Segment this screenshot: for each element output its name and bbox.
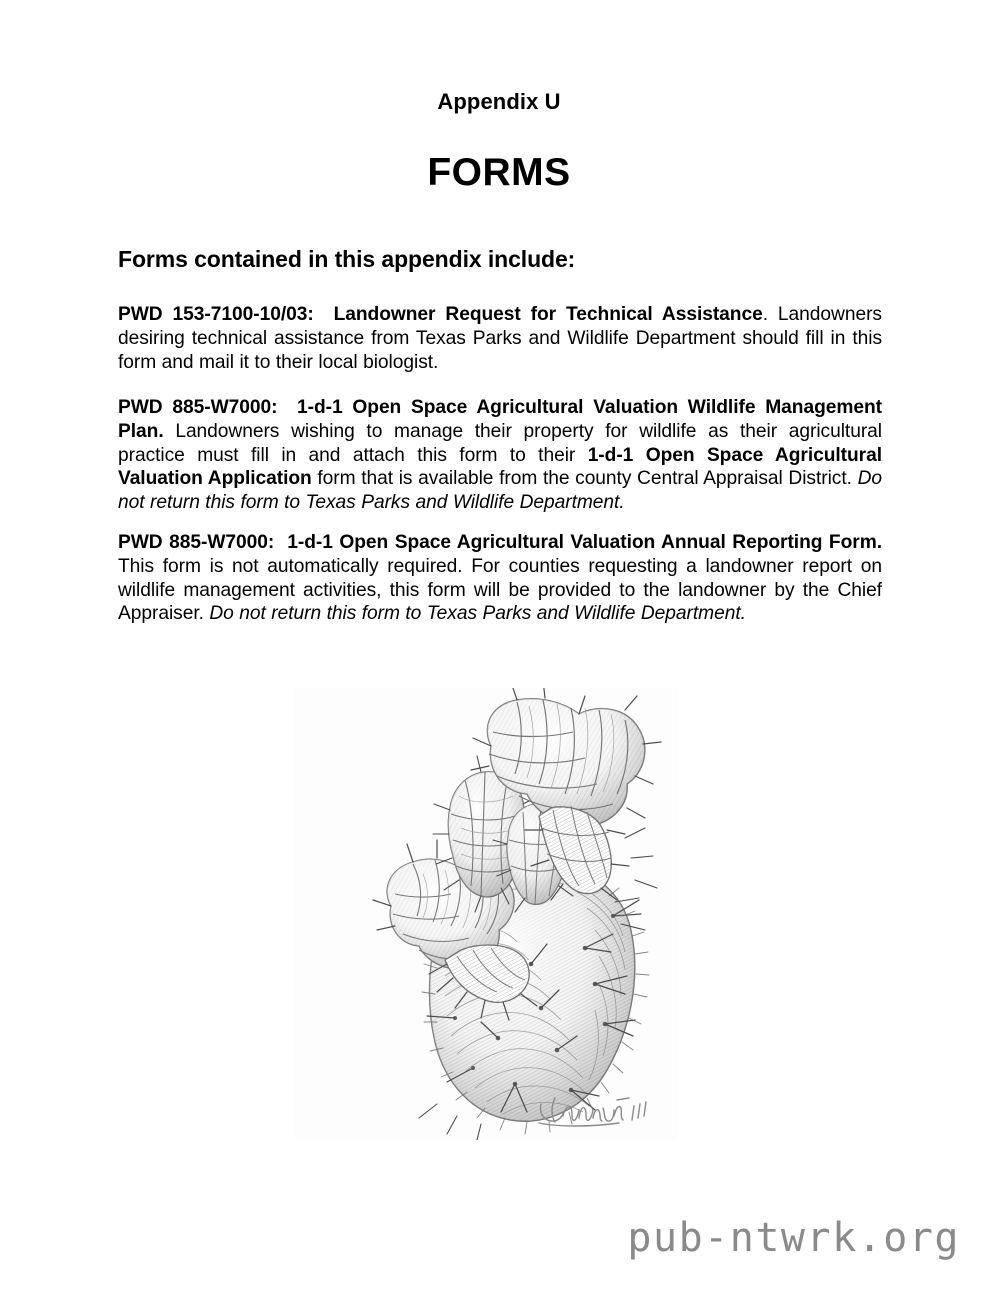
paragraph-text: [118, 531, 882, 626]
italic-note: Do not return this form to Texas Parks and Wildlife Department.: [209, 603, 746, 625]
form-entry-annual-reporting-form: [118, 531, 882, 626]
form-name-text: 1-d-1 Open Space Agricultural Valuation Annual Reporting Form.: [287, 532, 882, 553]
form-entry-wildlife-management-plan: [118, 396, 882, 515]
spacer: [274, 532, 287, 553]
form-name-text: 1-d-1 Open Space Agricultural Valuation Wildlife Management Plan.: [118, 397, 883, 442]
form-description-part-1: Landowners wishing to manage their property for wildlife as their agricultural practice must fill in and attach this form to their: [118, 420, 882, 466]
form-description-part-1: This form is not automatically required. For counties requesting a landowner report on wildlife management activities, this form will be provided to the landowner by the Chief Appraiser.: [118, 555, 882, 625]
paragraph-text: [118, 396, 882, 515]
cactus-drawing-svg: [295, 688, 677, 1140]
form-description: . Landowners desiring technical assistance from Texas Parks and Wildlife Department should fill in this form and mail it to their local biologist.: [118, 304, 882, 373]
paragraph-text: [118, 303, 882, 374]
form-name-text: Landowner Request for Technical Assistance: [333, 304, 763, 325]
spacer: [277, 397, 297, 418]
section-heading: Forms contained in this appendix include:: [118, 246, 576, 272]
cactus-illustration: [295, 688, 677, 1140]
form-name: [314, 304, 334, 325]
form-description-part-2: form that is available from the county Central Appraisal District.: [311, 468, 858, 490]
form-entry-technical-assistance: [118, 303, 882, 374]
form-code: PWD 885-W7000:: [118, 397, 278, 418]
watermark-text: pub-ntwrk.org: [627, 1215, 960, 1261]
bold-reference: 1-d-1 Open Space Agricultural Valuation Application: [118, 444, 882, 490]
form-code: PWD 153-7100-10/03:: [118, 304, 314, 325]
form-code: PWD 885-W7000:: [118, 532, 275, 553]
page-title-forms: FORMS: [427, 151, 571, 194]
italic-note: Do not return this form to Texas Parks and Wildlife Department.: [118, 468, 882, 514]
page-title-appendix: Appendix U: [437, 89, 561, 114]
